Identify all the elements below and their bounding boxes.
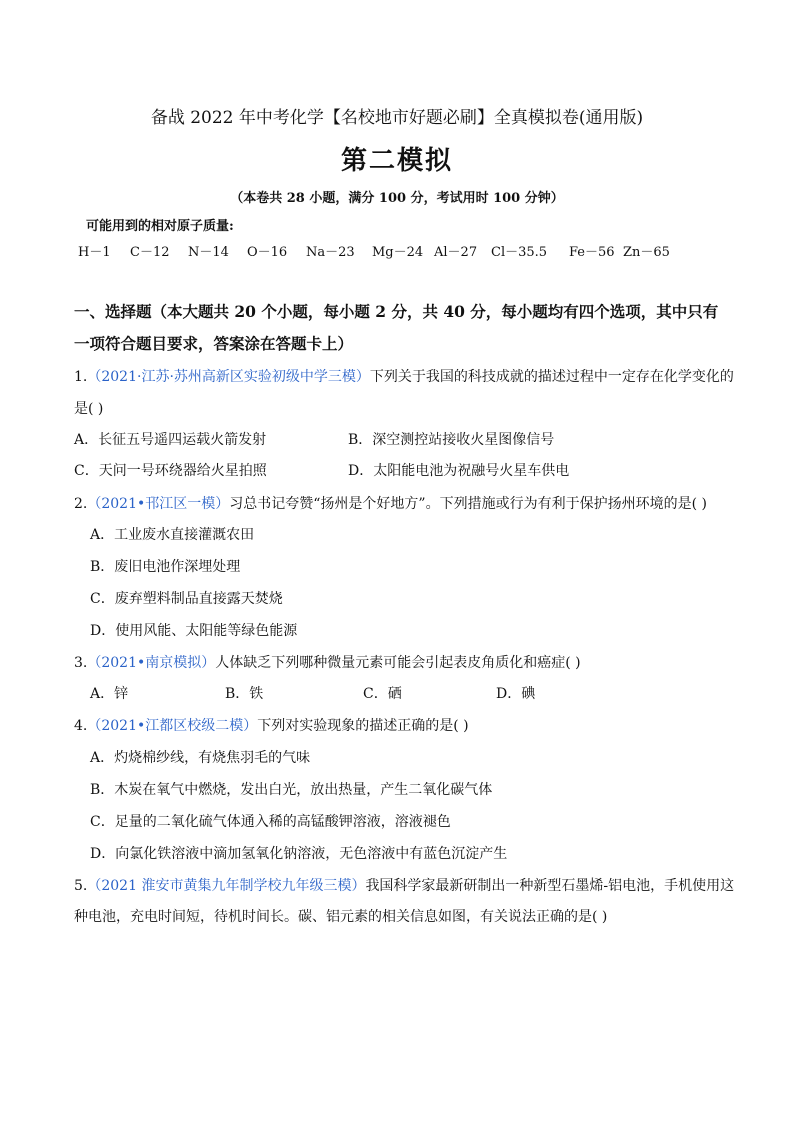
question-number: 5. [74,878,88,894]
q2-option-a[interactable]: A．工业废水直接灌溉农田 [90,527,255,543]
question-5-cont: 种电池，充电时间短，待机时间长。碳、铝元素的相关信息如图，有关说法正确的是( ) [74,909,608,925]
q4-option-a[interactable]: A．灼烧棉纱线，有烧焦羽毛的气味 [90,750,311,766]
question-1 [74,366,734,386]
question-source: （2021•南京模拟） [87,655,216,671]
question-4 [74,715,469,735]
q2-option-c[interactable]: C．废弃塑料制品直接露天焚烧 [90,591,283,607]
exam-note: （本卷共 28 小题，满分 100 分，考试用时 100 分钟） [230,191,564,206]
atomic-item: Al－27 [434,245,478,260]
atomic-item: Na－23 [306,245,355,260]
question-number: 4. [74,718,88,734]
question-3 [74,652,581,672]
atomic-item: H－1 [78,245,111,260]
q4-option-d[interactable]: D．向氯化铁溶液中滴加氢氧化钠溶液，无色溶液中有蓝色沉淀产生 [90,846,508,862]
question-source: （2021•邗江区一模） [87,496,230,512]
q2-option-d[interactable]: D．使用风能、太阳能等绿色能源 [90,623,298,639]
question-2 [74,493,707,513]
question-source: （2021 淮安市黄集九年制学校九年级三模） [87,878,366,894]
question-text: 人体缺乏下列哪种微量元素可能会引起表皮角质化和癌症( ) [215,655,581,671]
atomic-item: O－16 [247,245,288,260]
question-1-cont: 是( ) [74,401,104,417]
atomic-mass-label: 可能用到的相对原子质量: [86,219,234,234]
q4-option-c[interactable]: C．足量的二氧化硫气体通入稀的高锰酸钾溶液，溶液褪色 [90,814,451,830]
section-heading-line2: 一项符合题目要求，答案涂在答题卡上） [74,334,354,353]
atomic-item: Mg－24 [372,245,424,260]
q1-option-a[interactable]: A．长征五号遥四运载火箭发射 [74,432,267,448]
question-number: 2. [74,496,88,512]
exam-subtitle: 第二模拟 [340,146,453,176]
q3-option-b[interactable]: B．铁 [225,686,264,702]
atomic-item: Zn－65 [623,245,670,260]
q1-option-d[interactable]: D．太阳能电池为祝融号火星车供电 [348,463,570,479]
q4-option-b[interactable]: B．木炭在氧气中燃烧，发出白光，放出热量，产生二氧化碳气体 [90,782,493,798]
question-text: 下列关于我国的科技成就的描述过程中一定存在化学变化的 [369,369,734,385]
exam-title: 备战 2022 年中考化学【名校地市好题必刷】全真模拟卷(通用版) [150,108,644,128]
section-heading-line1: 一、选择题（本大题共 20 个小题，每小题 2 分，共 40 分，每小题均有四个选项，其中只有 [74,302,719,321]
atomic-mass-list [78,241,670,260]
question-source: （2021•江都区校级二模） [87,718,258,734]
q3-option-d[interactable]: D．碘 [496,686,536,702]
q2-option-b[interactable]: B．废旧电池作深埋处理 [90,559,241,575]
question-number: 1. [74,369,88,385]
question-text: 我国科学家最新研制出一种新型石墨烯-铝电池，手机使用这 [365,878,735,894]
q3-option-a[interactable]: A．锌 [90,686,129,702]
atomic-item: C－12 [130,245,170,260]
question-5 [74,875,734,895]
q1-option-b[interactable]: B．深空测控站接收火星图像信号 [348,432,555,448]
q3-option-c[interactable]: C．硒 [363,686,402,702]
question-number: 3. [74,655,88,671]
q1-option-c[interactable]: C．天问一号环绕器给火星拍照 [74,463,267,479]
question-source: （2021·江苏·苏州高新区实验初级中学三模） [87,369,370,385]
atomic-item: N－14 [188,245,229,260]
atomic-item: Fe－56 [569,245,615,260]
atomic-item: Cl－35.5 [491,245,548,260]
question-text: 下列对实验现象的描述正确的是( ) [257,718,469,734]
question-text: 习总书记夸赞“扬州是个好地方”。下列措施或行为有利于保护扬州环境的是( ) [229,496,707,512]
